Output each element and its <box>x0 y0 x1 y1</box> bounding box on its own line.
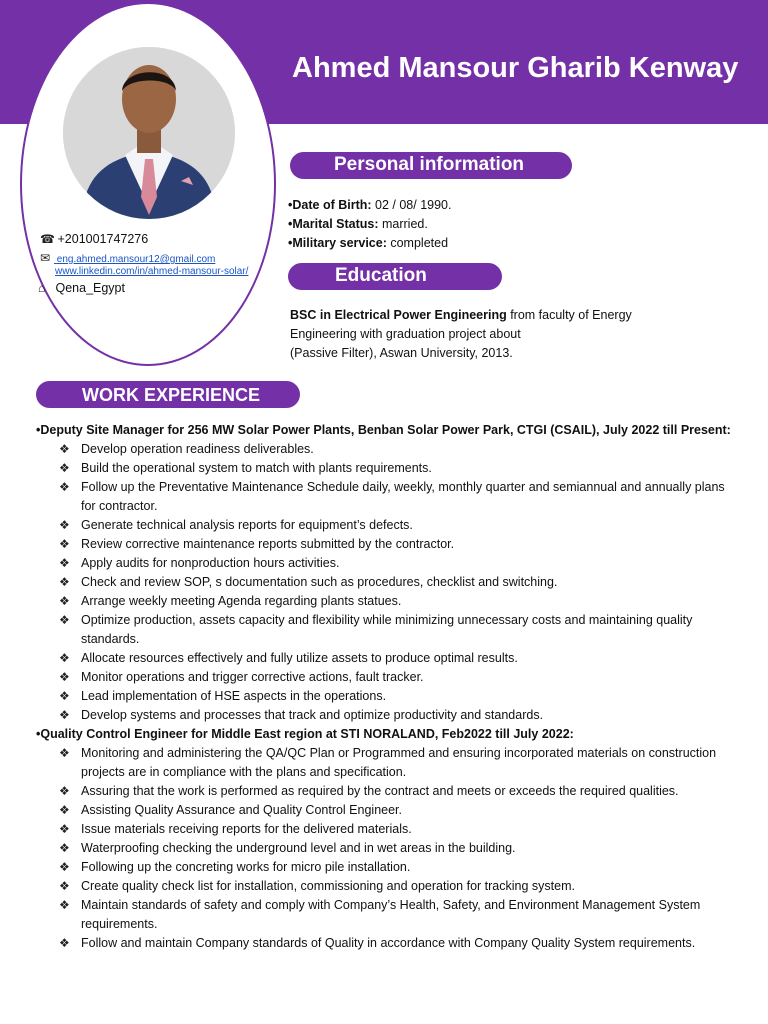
list-item <box>59 535 736 554</box>
list-item <box>59 592 736 611</box>
location-icon: ⌂ <box>38 281 46 295</box>
list-item <box>59 459 736 478</box>
personal-info-heading: Personal information <box>290 152 572 179</box>
diamond-bullet-icon: ❖ <box>59 518 70 532</box>
list-item <box>59 649 736 668</box>
list-item-text: Create quality check list for installation, commissioning and operation for tracking system. <box>81 879 575 893</box>
list-item <box>59 478 736 516</box>
list-item <box>59 668 736 687</box>
date-of-birth-row: •Date of Birth: 02 / 08/ 1990. <box>288 198 452 212</box>
diamond-bullet-icon: ❖ <box>59 556 70 570</box>
list-item-text: Follow up the Preventative Maintenance Schedule daily, weekly, monthly quarter and semiannual and annually plans for contractor. <box>81 480 725 513</box>
list-item <box>59 820 736 839</box>
diamond-bullet-icon: ❖ <box>59 860 70 874</box>
location-text: Qena_Egypt <box>55 281 125 295</box>
phone-number[interactable]: +201001747276 <box>57 232 149 246</box>
education-line-1: BSC in Electrical Power Engineering from faculty of Energy <box>290 308 632 322</box>
list-item <box>59 858 736 877</box>
list-item-text: Arrange weekly meeting Agenda regarding plants statues. <box>81 594 402 608</box>
list-item <box>59 573 736 592</box>
list-item-text: Review corrective maintenance reports submitted by the contractor. <box>81 537 455 551</box>
email-contact <box>40 251 215 265</box>
diamond-bullet-icon: ❖ <box>59 442 70 456</box>
list-item-text: Build the operational system to match with plants requirements. <box>81 461 432 475</box>
list-item <box>59 554 736 573</box>
diamond-bullet-icon: ❖ <box>59 746 70 760</box>
personal-info-section <box>288 196 451 253</box>
list-item <box>59 706 736 725</box>
list-item <box>59 877 736 896</box>
linkedin-link[interactable]: www.linkedin.com/in/ahmed-mansour-solar/ <box>55 266 249 277</box>
diamond-bullet-icon: ❖ <box>59 575 70 589</box>
diamond-bullet-icon: ❖ <box>59 613 70 627</box>
job-responsibilities-list <box>36 440 736 725</box>
list-item-text: Apply audits for nonproduction hours activities. <box>81 556 340 570</box>
education-line-2: Engineering with graduation project about <box>290 327 521 341</box>
candidate-name: Ahmed Mansour Gharib Kenway <box>292 52 739 84</box>
list-item <box>59 896 736 934</box>
list-item-text: Assisting Quality Assurance and Quality Control Engineer. <box>81 803 403 817</box>
diamond-bullet-icon: ❖ <box>59 936 70 950</box>
diamond-bullet-icon: ❖ <box>59 480 70 494</box>
diamond-bullet-icon: ❖ <box>59 841 70 855</box>
list-item-text: Monitoring and administering the QA/QC Plan or Programmed and ensuring incorporated materials on construction projects are in compliance with the plans and specification. <box>81 746 717 779</box>
list-item-text: Following up the concreting works for micro pile installation. <box>81 860 411 874</box>
job-responsibilities-list <box>36 744 736 953</box>
list-item-text: Maintain standards of safety and comply with Company’s Health, Safety, and Environment Management System requirements. <box>81 898 701 931</box>
diamond-bullet-icon: ❖ <box>59 594 70 608</box>
list-item <box>59 744 736 782</box>
diamond-bullet-icon: ❖ <box>59 708 70 722</box>
marital-status-row: •Marital Status: married. <box>288 217 428 231</box>
envelope-icon: ✉ <box>40 251 51 265</box>
list-item-text: Assuring that the work is performed as required by the contract and meets or exceeds the required qualities. <box>81 784 679 798</box>
diamond-bullet-icon: ❖ <box>59 803 70 817</box>
list-item <box>59 801 736 820</box>
phone-contact <box>40 232 148 246</box>
diamond-bullet-icon: ❖ <box>59 898 70 912</box>
email-link[interactable]: eng.ahmed.mansour12@gmail.com <box>56 254 216 265</box>
list-item-text: Waterproofing checking the underground level and in wet areas in the building. <box>81 841 516 855</box>
job-title: •Deputy Site Manager for 256 MW Solar Power Plants, Benban Solar Power Park, CTGI (CSAIL), July 2022 till Present: <box>36 423 731 437</box>
profile-photo <box>63 47 235 219</box>
list-item <box>59 687 736 706</box>
list-item-text: Monitor operations and trigger corrective actions, fault tracker. <box>81 670 424 684</box>
military-service-row: •Military service: completed <box>288 236 449 250</box>
profile-photo-illustration <box>63 47 235 219</box>
diamond-bullet-icon: ❖ <box>59 784 70 798</box>
list-item <box>59 440 736 459</box>
job-title: •Quality Control Engineer for Middle East region at STI NORALAND, Feb2022 till July 2022: <box>36 727 574 741</box>
list-item-text: Optimize production, assets capacity and flexibility while minimizing unnecessary costs and maintaining quality standards. <box>81 613 693 646</box>
work-experience-section <box>36 421 736 953</box>
list-item <box>59 839 736 858</box>
education-line-3: (Passive Filter), Aswan University, 2013. <box>290 346 513 360</box>
diamond-bullet-icon: ❖ <box>59 822 70 836</box>
list-item <box>59 934 736 953</box>
list-item-text: Lead implementation of HSE aspects in the operations. <box>81 689 387 703</box>
diamond-bullet-icon: ❖ <box>59 537 70 551</box>
list-item-text: Issue materials receiving reports for the delivered materials. <box>81 822 412 836</box>
list-item-text: Generate technical analysis reports for equipment’s defects. <box>81 518 413 532</box>
diamond-bullet-icon: ❖ <box>59 670 70 684</box>
list-item <box>59 782 736 801</box>
telephone-icon: ☎ <box>40 232 55 246</box>
work-experience-heading: WORK EXPERIENCE <box>36 381 300 408</box>
education-section <box>290 306 690 363</box>
education-heading: Education <box>288 263 502 290</box>
list-item-text: Develop operation readiness deliverables. <box>81 442 314 456</box>
list-item-text: Check and review SOP, s documentation such as procedures, checklist and switching. <box>81 575 558 589</box>
list-item <box>59 516 736 535</box>
list-item-text: Allocate resources effectively and fully utilize assets to produce optimal results. <box>81 651 518 665</box>
diamond-bullet-icon: ❖ <box>59 879 70 893</box>
list-item-text: Follow and maintain Company standards of Quality in accordance with Company Quality System requirements. <box>81 936 696 950</box>
list-item-text: Develop systems and processes that track and optimize productivity and standards. <box>81 708 544 722</box>
list-item <box>59 611 736 649</box>
diamond-bullet-icon: ❖ <box>59 461 70 475</box>
location-contact <box>38 281 125 295</box>
diamond-bullet-icon: ❖ <box>59 689 70 703</box>
diamond-bullet-icon: ❖ <box>59 651 70 665</box>
